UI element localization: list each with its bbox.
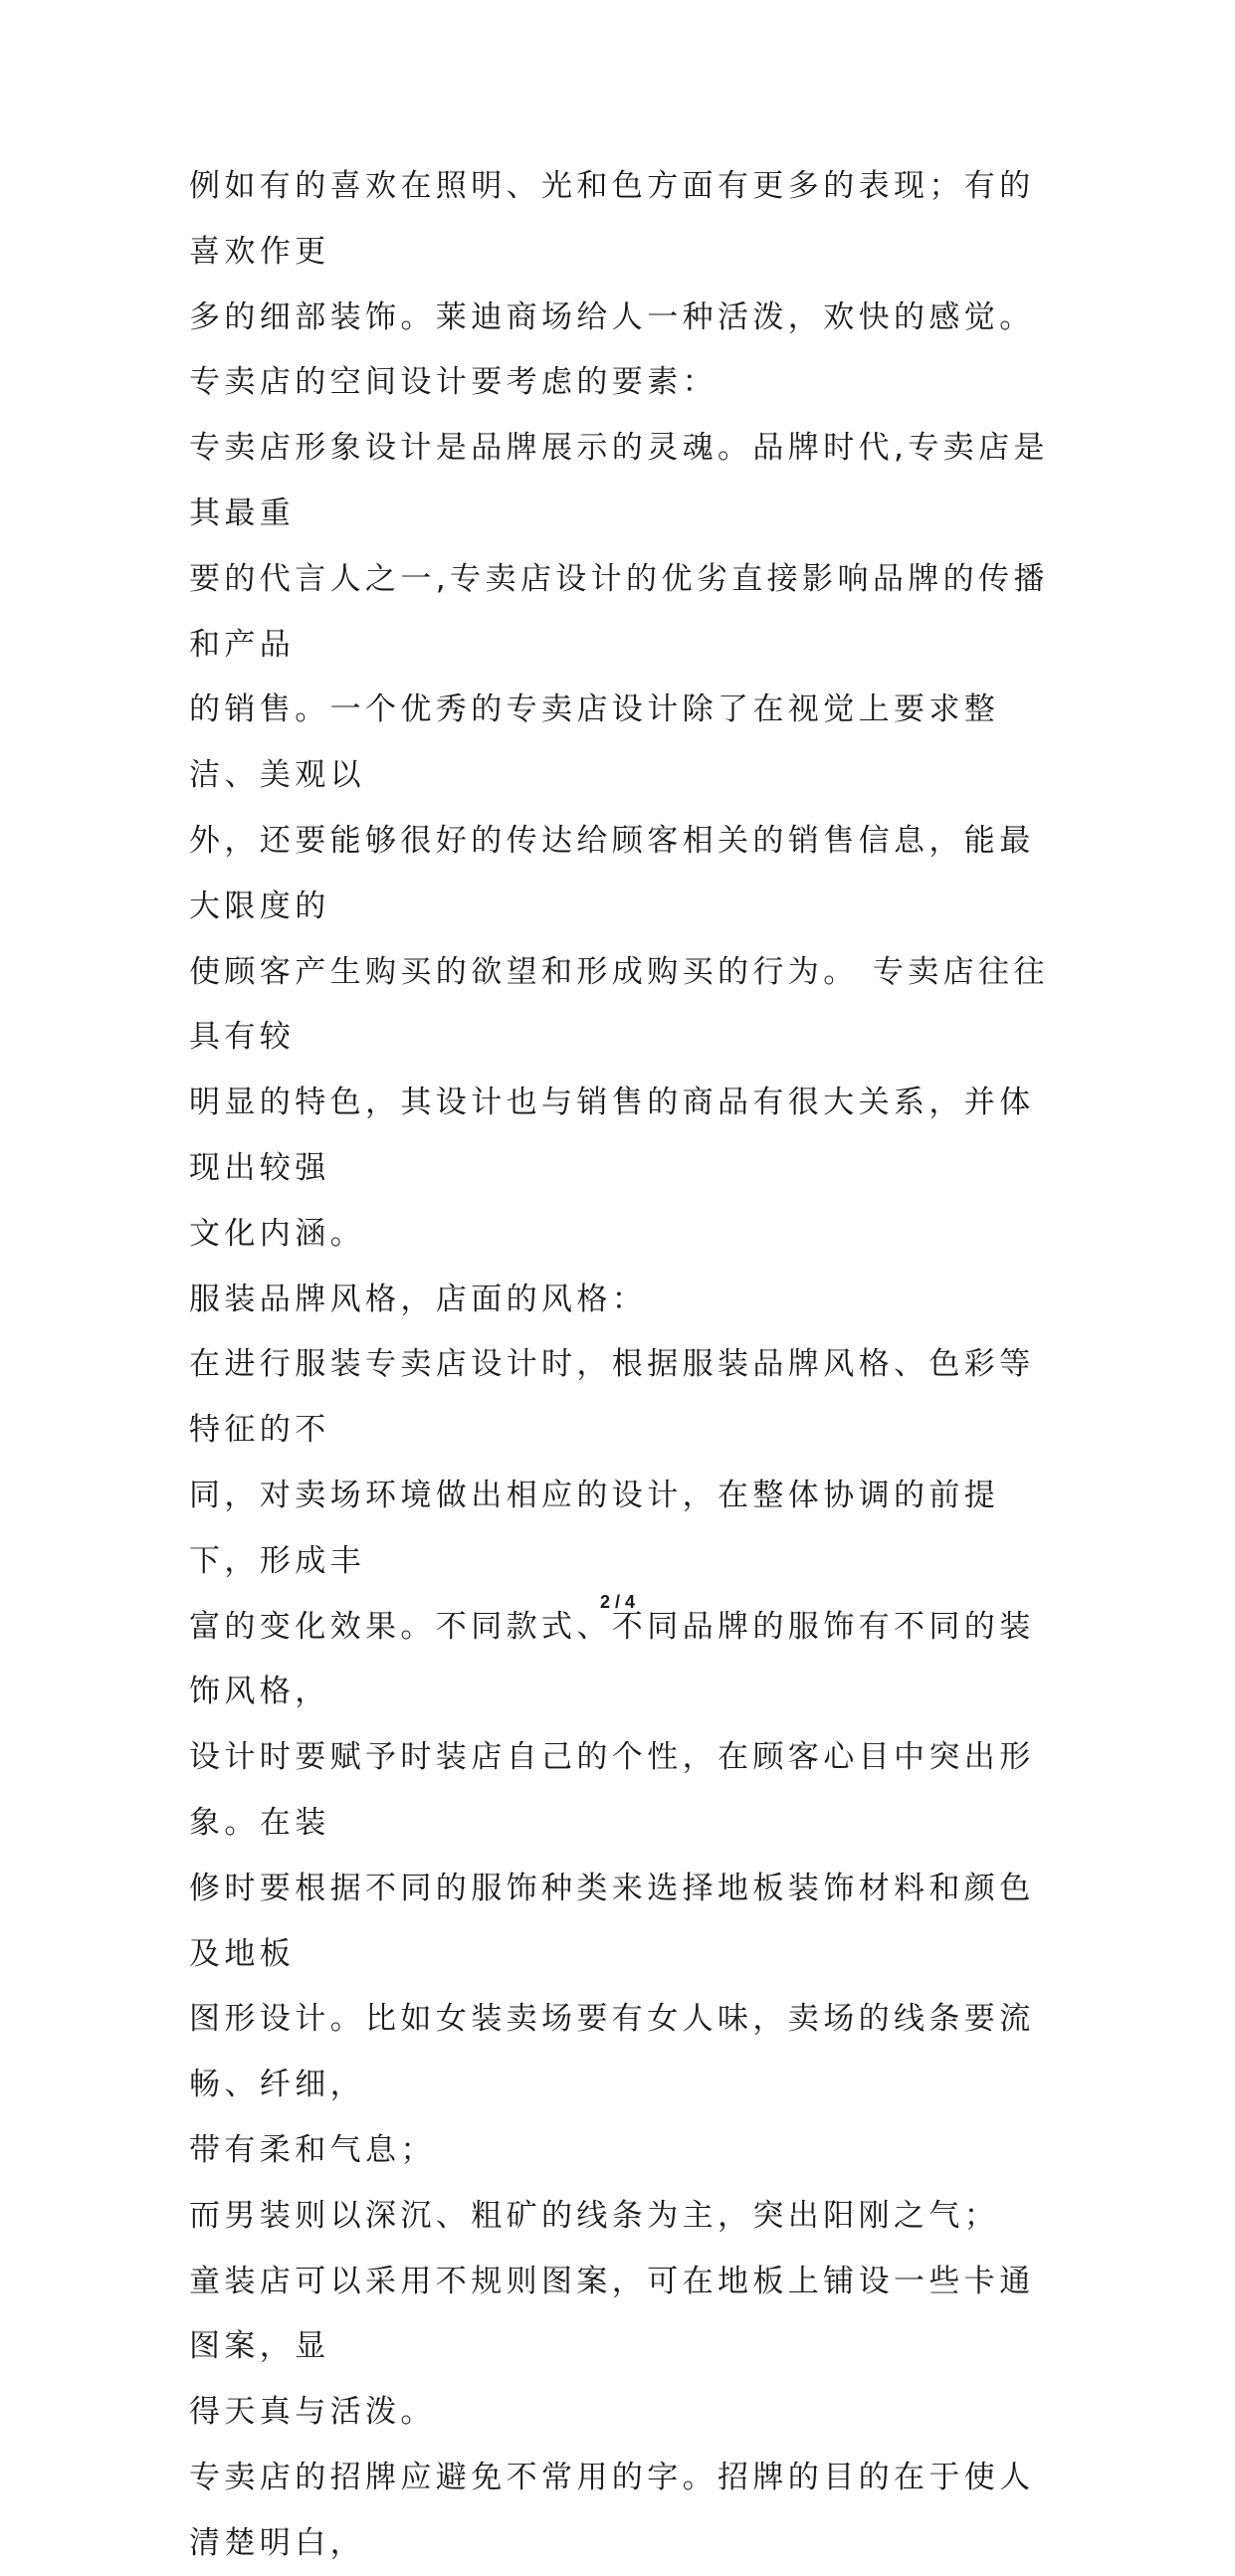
paragraph-line: 得天真与活泼。 [189, 2394, 436, 2431]
paragraph-line: 使顾客产生购买的欲望和形成购买的行为。 专卖店往往具有较 [189, 953, 1049, 1056]
page-number: 2 / 4 [599, 1592, 636, 1612]
paragraph-line: 文化内涵。 [189, 1215, 365, 1252]
paragraph-line: 要的代言人之一,专卖店设计的优劣直接影响品牌的传播和产品 [189, 560, 1049, 663]
paragraph-line: 而男装则以深沉、粗矿的线条为主，突出阳刚之气； [189, 2197, 1000, 2234]
paragraph-line: 明显的特色，其设计也与销售的商品有很大关系，并体现出较强 [189, 1085, 1035, 1186]
paragraph-line: 专卖店的招牌应避免不常用的字。招牌的目的在于使人清楚明白， [189, 2459, 1035, 2561]
paragraph-line: 多的细部装饰。莱迪商场给人一种活泼，欢快的感觉。 [189, 298, 1035, 335]
paragraph-line: 富的变化效果。不同款式、不同品牌的服饰有不同的装饰风格， [189, 1608, 1035, 1710]
document-body [189, 154, 1065, 2576]
paragraph-line: 的销售。一个优秀的专卖店设计除了在视觉上要求整洁、美观以 [189, 692, 1000, 794]
paragraph-line: 同，对卖场环境做出相应的设计，在整体协调的前提下，形成丰 [189, 1477, 1000, 1579]
paragraph-line: 专卖店的空间设计要考虑的要素： [189, 364, 718, 401]
paragraph-line: 图形设计。比如女装卖场要有女人味，卖场的线条要流畅、纤细， [189, 2001, 1035, 2103]
paragraph-line: 童装店可以采用不规则图案，可在地板上铺设一些卡通图案，显 [189, 2263, 1035, 2365]
paragraph-line: 在进行服装专卖店设计时，根据服装品牌风格、色彩等特征的不 [189, 1346, 1035, 1449]
paragraph-line: 专卖店形象设计是品牌展示的灵魂。品牌时代,专卖店是其最重 [189, 430, 1049, 531]
paragraph-line: 修时要根据不同的服饰种类来选择地板装饰材料和颜色及地板 [189, 1870, 1035, 1972]
paragraph-line: 例如有的喜欢在照明、光和色方面有更多的表现；有的喜欢作更 [189, 168, 1035, 270]
paragraph-line: 外，还要能够很好的传达给顾客相关的销售信息，能最大限度的 [189, 822, 1035, 924]
paragraph-line: 服装品牌风格，店面的风格： [189, 1281, 648, 1317]
paragraph-line: 带有柔和气息； [189, 2131, 436, 2168]
paragraph-line: 设计时要赋予时装店自己的个性，在顾客心目中突出形象。在装 [189, 1739, 1035, 1841]
